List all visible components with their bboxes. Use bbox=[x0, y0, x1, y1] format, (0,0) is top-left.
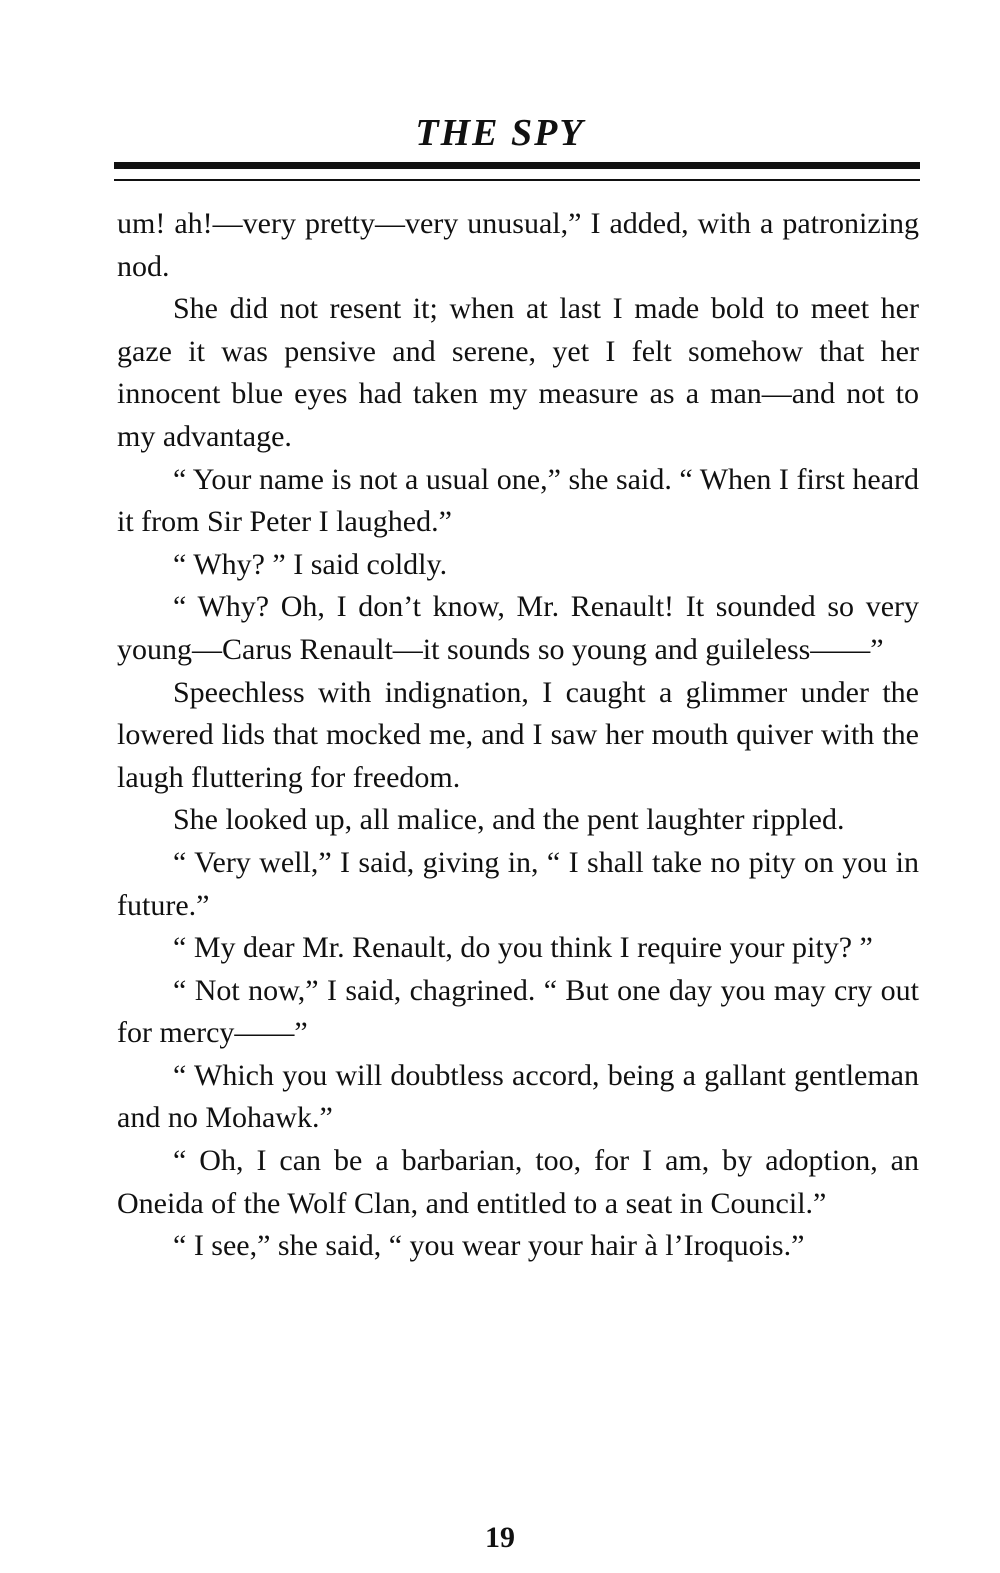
header-rule-thin bbox=[114, 179, 920, 181]
paragraph: “ My dear Mr. Renault, do you think I require your pity? ” bbox=[173, 931, 873, 965]
paragraph: “ Very well,” I said, giving in, “ I shall take no pity on you in future.” bbox=[117, 845, 919, 922]
paragraph: Speechless with indignation, I caught a glimmer under the lowered lids that mocked me, and I saw her mouth quiver with the laugh fluttering for freedom. bbox=[117, 675, 919, 794]
paragraph: She looked up, all malice, and the pent laughter rippled. bbox=[173, 803, 845, 837]
paragraph: “ Why? Oh, I don’t know, Mr. Renault! It sounded so very young—Carus Renault—it sounds so young and guileless——” bbox=[117, 590, 919, 666]
header-rule-thick bbox=[114, 162, 920, 169]
paragraph: “ Not now,” I said, chagrined. “ But one day you may cry out for mercy——” bbox=[117, 973, 919, 1050]
paragraph: She did not resent it; when at last I made bold to meet her gaze it was pensive and serene, yet I felt somehow that her innocent blue eyes had taken my measure as a man—and not to my advantage. bbox=[117, 292, 919, 453]
page-number: 19 bbox=[485, 1521, 515, 1554]
paragraph: “ Which you will doubtless accord, being a gallant gentleman and no Mohawk.” bbox=[117, 1058, 919, 1135]
paragraph: “ I see,” she said, “ you wear your hair à l’Iroquois.” bbox=[173, 1229, 805, 1263]
paragraph: “ Oh, I can be a barbarian, too, for I am, by adoption, an Oneida of the Wolf Clan, and entitled to a seat in Council.” bbox=[117, 1144, 919, 1220]
paragraph: um! ah!—very pretty—very unusual,” I added, with a patronizing nod. bbox=[117, 207, 919, 283]
running-title: THE SPY bbox=[415, 112, 585, 154]
paragraph: “ Why? ” I said coldly. bbox=[173, 547, 448, 581]
body-text bbox=[117, 203, 919, 1268]
paragraph: “ Your name is not a usual one,” she said. “ When I first heard it from Sir Peter I laughed.” bbox=[117, 462, 919, 539]
